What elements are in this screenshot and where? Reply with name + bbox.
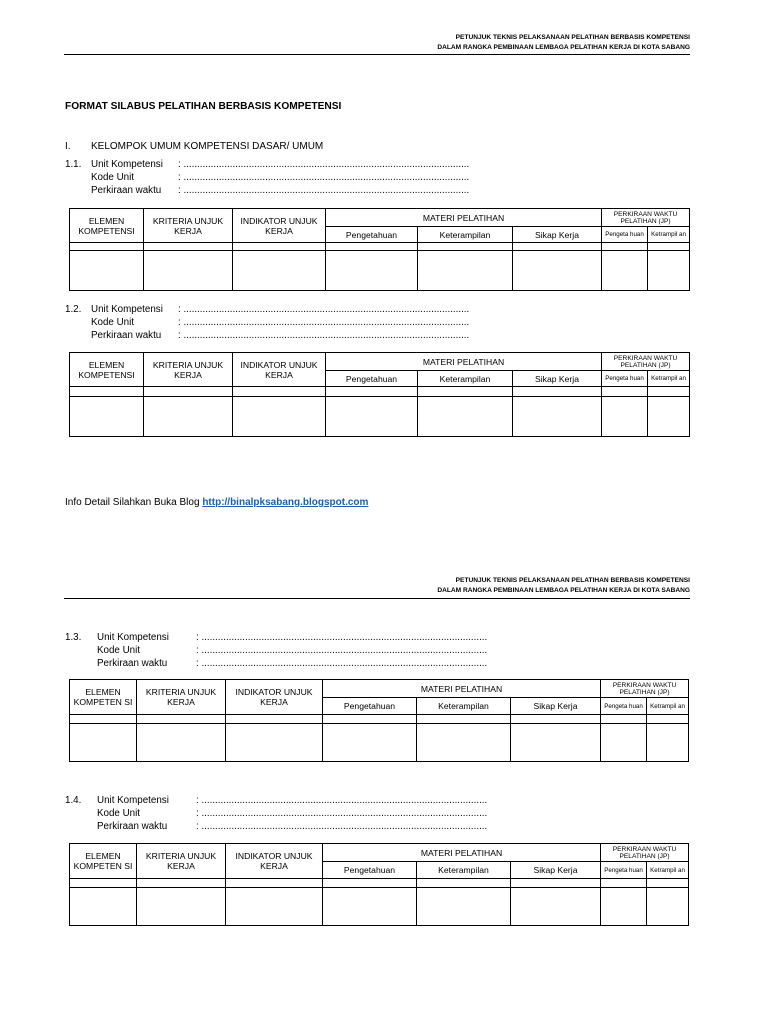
unit-fill: : ......................................................................................................... xyxy=(196,632,488,643)
syllabus-table xyxy=(69,208,690,291)
time-fill: : ......................................................................................................... xyxy=(178,330,470,341)
code-fill: : ......................................................................................................... xyxy=(196,645,488,656)
header-perkiraan: PERKIRAAN WAKTU PELATIHAN (JP) xyxy=(602,353,690,371)
header-indikator: INDIKATOR UNJUK KERJA xyxy=(233,209,326,243)
header-pengeta: Pengeta huan xyxy=(602,371,648,387)
header-elemen: ELEMEN KOMPETENSI xyxy=(70,353,144,387)
header-sikap: Sikap Kerja xyxy=(513,227,602,243)
code-fill: : ......................................................................................................... xyxy=(178,317,470,328)
unit-fill: : ......................................................................................................... xyxy=(196,795,488,806)
table-row xyxy=(70,397,690,437)
header-pengetahuan: Pengetahuan xyxy=(326,371,418,387)
header-materi: MATERI PELATIHAN xyxy=(323,680,601,698)
page-header xyxy=(437,33,690,53)
time-fill: : ......................................................................................................... xyxy=(178,185,470,196)
syllabus-table xyxy=(69,843,689,926)
unit-number: 1.1. xyxy=(65,159,82,170)
header-rule xyxy=(64,54,690,55)
header-kriteria: KRITERIA UNJUK KERJA xyxy=(137,680,226,715)
header-keterampilan: Keterampilan xyxy=(417,862,511,879)
header-indikator: INDIKATOR UNJUK KERJA xyxy=(233,353,326,387)
time-fill: : ......................................................................................................... xyxy=(196,821,488,832)
header-perkiraan: PERKIRAAN WAKTU PELATIHAN (JP) xyxy=(601,844,689,862)
header-indikator: INDIKATOR UNJUK KERJA xyxy=(226,844,323,879)
header-pengeta: Pengeta huan xyxy=(601,862,647,879)
unit-fill: : ......................................................................................................... xyxy=(178,159,470,170)
header-materi: MATERI PELATIHAN xyxy=(323,844,601,862)
section-numeral: I. xyxy=(65,141,71,152)
unit-number: 1.2. xyxy=(65,304,82,315)
unit-label: Unit Kompetensi xyxy=(91,304,163,315)
header-pengetahuan: Pengetahuan xyxy=(323,698,417,715)
page-header xyxy=(437,576,690,596)
code-label: Kode Unit xyxy=(91,317,135,328)
header-kriteria: KRITERIA UNJUK KERJA xyxy=(144,209,233,243)
header-pengetahuan: Pengetahuan xyxy=(326,227,418,243)
table-row xyxy=(70,888,689,926)
code-fill: : ......................................................................................................... xyxy=(196,808,488,819)
table-row xyxy=(70,243,690,251)
header-ketrampil: Ketrampil an xyxy=(647,698,689,715)
document-title: FORMAT SILABUS PELATIHAN BERBASIS KOMPETENSI xyxy=(65,101,342,112)
header-sikap: Sikap Kerja xyxy=(511,698,601,715)
header-keterampilan: Keterampilan xyxy=(417,698,511,715)
header-kriteria: KRITERIA UNJUK KERJA xyxy=(137,844,226,879)
code-label: Kode Unit xyxy=(97,645,141,656)
table-row xyxy=(70,387,690,397)
table-row xyxy=(70,724,689,762)
header-pengeta: Pengeta huan xyxy=(602,227,648,243)
time-label: Perkiraan waktu xyxy=(91,330,162,341)
header-keterampilan: Keterampilan xyxy=(418,227,513,243)
header-materi: MATERI PELATIHAN xyxy=(326,353,602,371)
section-label: KELOMPOK UMUM KOMPETENSI DASAR/ UMUM xyxy=(91,141,324,152)
header-keterampilan: Keterampilan xyxy=(418,371,513,387)
table-row xyxy=(70,879,689,888)
header-perkiraan: PERKIRAAN WAKTU PELATIHAN (JP) xyxy=(601,680,689,698)
table-row xyxy=(70,715,689,724)
header-sikap: Sikap Kerja xyxy=(511,862,601,879)
header-elemen: ELEMEN KOMPETENSI xyxy=(70,209,144,243)
header-perkiraan: PERKIRAAN WAKTU PELATIHAN (JP) xyxy=(602,209,690,227)
info-line xyxy=(65,497,368,508)
time-label: Perkiraan waktu xyxy=(97,821,168,832)
code-label: Kode Unit xyxy=(91,172,135,183)
time-label: Perkiraan waktu xyxy=(91,185,162,196)
table-row xyxy=(70,251,690,291)
info-text: Info Detail Silahkan Buka Blog xyxy=(65,497,200,508)
syllabus-table xyxy=(69,679,689,762)
unit-number: 1.3. xyxy=(65,632,82,643)
time-label: Perkiraan waktu xyxy=(97,658,168,669)
unit-label: Unit Kompetensi xyxy=(97,632,169,643)
header-ketrampil: Ketrampil an xyxy=(648,227,690,243)
header-pengeta: Pengeta huan xyxy=(601,698,647,715)
code-label: Kode Unit xyxy=(97,808,141,819)
header-indikator: INDIKATOR UNJUK KERJA xyxy=(226,680,323,715)
header-line-2: DALAM RANGKA PEMBINAAN LEMBAGA PELATIHAN KERJA DI KOTA SABANG xyxy=(437,44,690,51)
header-elemen: ELEMEN KOMPETEN SI xyxy=(70,680,137,715)
header-line-2: DALAM RANGKA PEMBINAAN LEMBAGA PELATIHAN KERJA DI KOTA SABANG xyxy=(437,587,690,594)
header-elemen: ELEMEN KOMPETEN SI xyxy=(70,844,137,879)
unit-label: Unit Kompetensi xyxy=(91,159,163,170)
header-pengetahuan: Pengetahuan xyxy=(323,862,417,879)
unit-fill: : ......................................................................................................... xyxy=(178,304,470,315)
header-ketrampil: Ketrampil an xyxy=(647,862,689,879)
header-materi: MATERI PELATIHAN xyxy=(326,209,602,227)
header-line-1: PETUNJUK TEKNIS PELAKSANAAN PELATIHAN BERBASIS KOMPETENSI xyxy=(455,34,690,41)
code-fill: : ......................................................................................................... xyxy=(178,172,470,183)
unit-number: 1.4. xyxy=(65,795,82,806)
header-sikap: Sikap Kerja xyxy=(513,371,602,387)
header-rule xyxy=(64,598,690,599)
header-line-1: PETUNJUK TEKNIS PELAKSANAAN PELATIHAN BERBASIS KOMPETENSI xyxy=(455,577,690,584)
header-ketrampil: Ketrampil an xyxy=(648,371,690,387)
time-fill: : ......................................................................................................... xyxy=(196,658,488,669)
unit-label: Unit Kompetensi xyxy=(97,795,169,806)
blog-link[interactable]: http://binalpksabang.blogspot.com xyxy=(202,497,369,508)
header-kriteria: KRITERIA UNJUK KERJA xyxy=(144,353,233,387)
syllabus-table xyxy=(69,352,690,437)
